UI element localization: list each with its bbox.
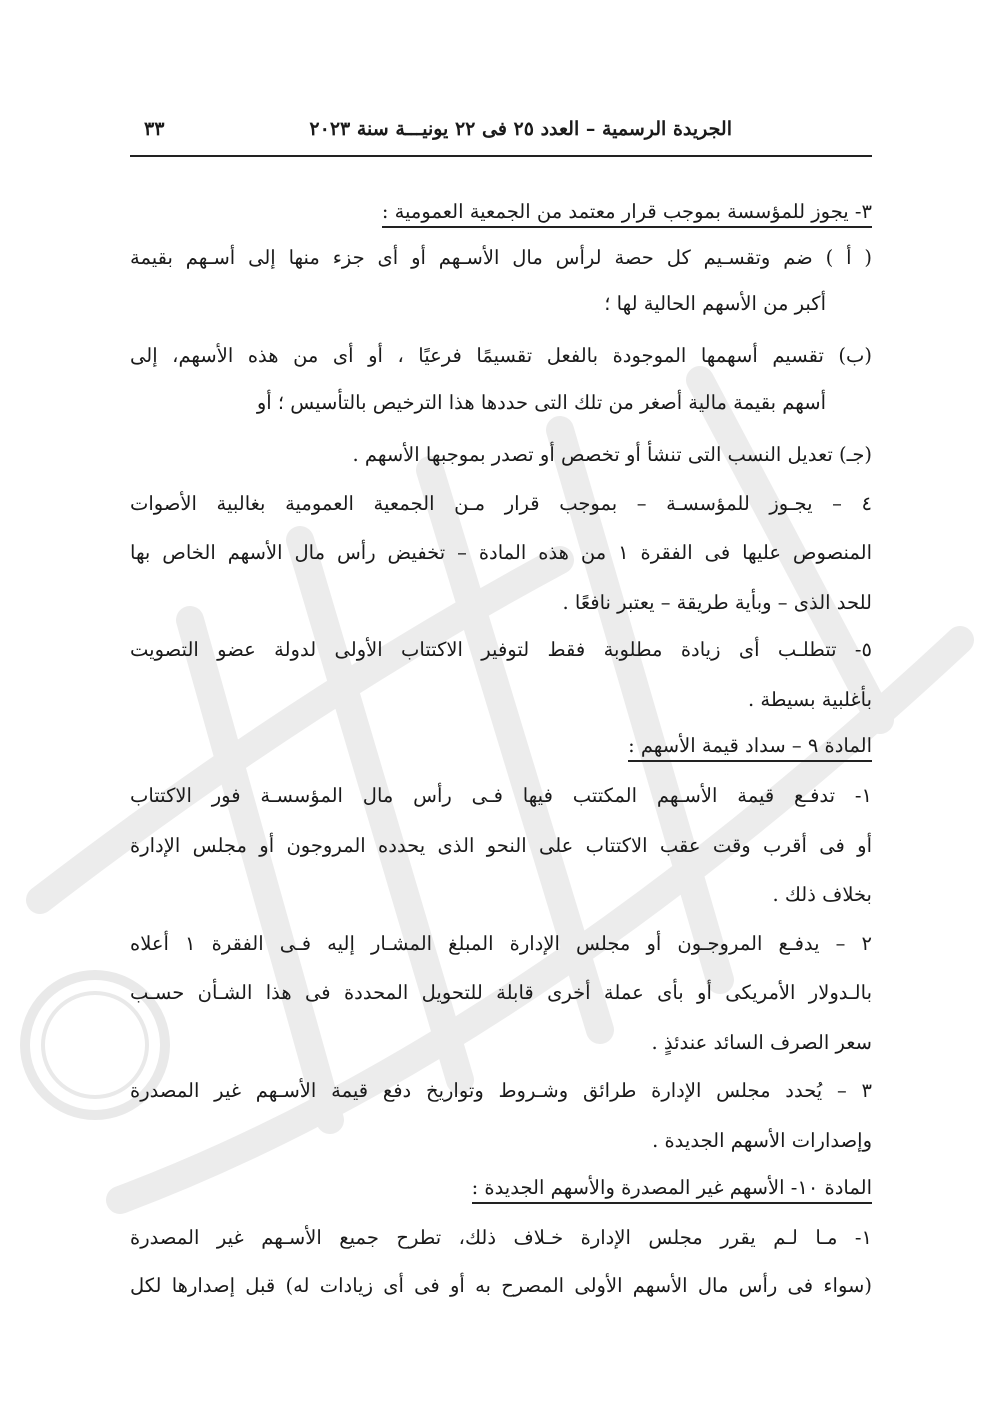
text-line: المنصوص عليها فى الفقرة ١ من هذه المادة – تخفيض رأس مال الأسهم الخاص بها [130, 541, 872, 564]
text-line: ٥- تتطلـب أى زيادة مطلوبة فقط لتوفير الاكتتاب الأولى لدولة عضو التصويت [130, 638, 872, 661]
article-heading: المادة ٩ – سداد قيمة الأسهم : [130, 723, 872, 769]
article-heading: المادة ١٠- الأسهم غير المصدرة والأسهم الجديدة : [130, 1165, 872, 1211]
text-line: ٣- يجوز للمؤسسة بموجب قرار معتمد من الجمعية العمومية : [130, 189, 872, 235]
text-line: بأغلبية بسيطة . [748, 688, 872, 711]
header-rule [130, 155, 872, 157]
text-line: (سواء فى رأس مال الأسهم الأولى المصرح به أو فى أى زيادات له) قبل إصدارها لكل [130, 1274, 872, 1297]
text-line: (ب) تقسيم أسهمها الموجودة بالفعل تقسيمًا فرعيًا ، أو أى من هذه الأسهم، إلى [130, 344, 872, 367]
text-line: بخلاف ذلك . [772, 883, 872, 906]
text-line: ١- مـا لـم يقرر مجلس الإدارة خـلاف ذلك، تطرح جميع الأسـهم غير المصدرة [130, 1226, 872, 1249]
text-line: أكبر من الأسهم الحالية لها ؛ [604, 292, 826, 315]
text-line: وإصدارات الأسهم الجديدة . [652, 1129, 872, 1152]
header-title: الجريدة الرسمية – العدد ٢٥ فى ٢٢ يونيـــة سنة ٢٠٢٣ [309, 118, 732, 140]
text-line: (جـ) تعديل النسب التى تنشأ أو تخصص أو تصدر بموجبها الأسهم . [352, 443, 872, 466]
gazette-page [130, 0, 872, 1417]
page-number: ٣٣ [144, 118, 165, 140]
text-line: بالـدولار الأمريكى أو بأى عملة أخرى قابلة للتحويل المحددة فى هذا الشـأن حسـب [130, 981, 872, 1004]
text-line: سعر الصرف السائد عندئذٍ . [651, 1031, 872, 1054]
text-line: ٢ – يدفـع المروجـون أو مجلس الإدارة المبلغ المشـار إليه فـى الفقرة ١ أعلاه [130, 932, 872, 955]
text-line: ٣ – يُحدد مجلس الإدارة طرائق وشـروط وتواريخ دفع قيمة الأسـهم غير المصدرة [130, 1079, 872, 1102]
text-line: ( أ ) ضم وتقسـيم كل حصة لرأس مال الأسـهم أو أى جزء منها إلى أسـهم بقيمة [130, 246, 872, 269]
text-line: أو فى أقرب وقت عقب الاكتتاب على النحو الذى يحدده المروجون أو مجلس الإدارة [130, 834, 872, 857]
text-line: ٤ – يجـوز للمؤسسـة – بموجب قرار مـن الجمعية العمومية بغالبية الأصوات [130, 492, 872, 515]
text-line: ١- تدفـع قيمة الأسـهم المكتتب فيها فـى رأس مال المؤسسـة فور الاكتتاب [130, 784, 872, 807]
text-line: أسهم بقيمة مالية أصغر من تلك التى حددها هذا الترخيص بالتأسيس ؛ أو [256, 391, 826, 414]
text-line: للحد الذى – وبأية طريقة – يعتبر نافعًا . [562, 591, 872, 614]
page-header [130, 112, 872, 152]
